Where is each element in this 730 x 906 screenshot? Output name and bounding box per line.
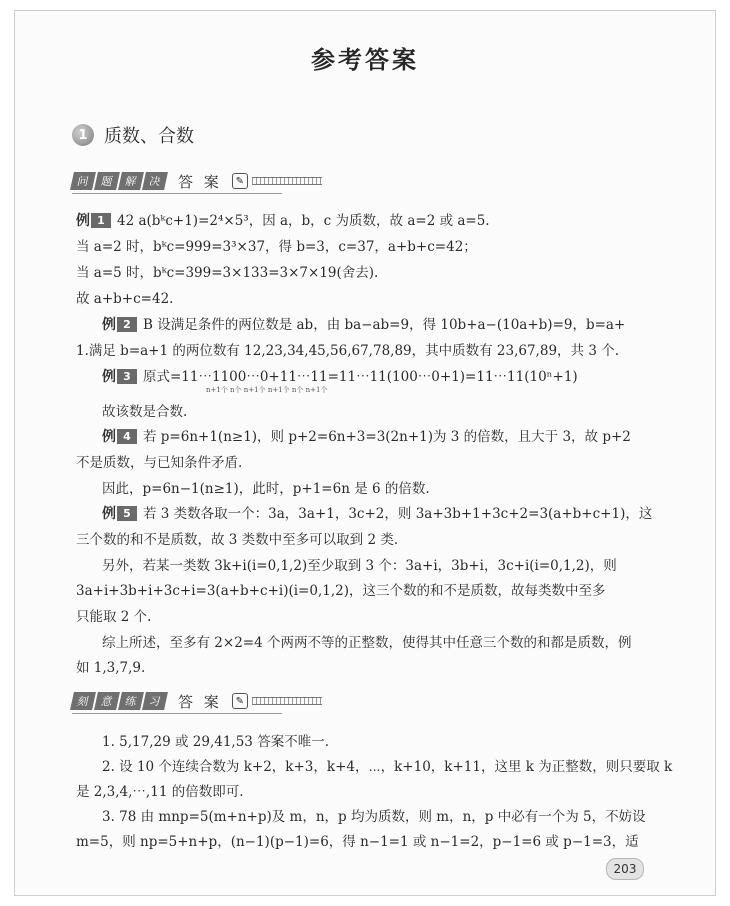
text-line: 若 p=6n+1(n≥1)，则 p+2=6n+3=3(2n+1)为 3 的倍数，且大于 3，故 p+2 (143, 429, 631, 445)
text-line: 若 3 类数各取一个：3a，3a+1，3c+2，则 3a+3b+1+3c+2=3(a+b+c+1)，这 (143, 506, 653, 522)
banner-tile: 习 (142, 692, 168, 710)
text-line: 因此，p=6n−1(n≥1)，此时，p+1=6n 是 6 的倍数. (102, 481, 430, 497)
answer-banner-deliberate-practice (72, 690, 322, 712)
example-number-badge: 1 (91, 213, 111, 228)
banner-tile: 问 (70, 172, 96, 190)
text-line: 故 a+b+c=42. (76, 291, 174, 307)
example-label: 例 (102, 317, 116, 333)
answer-banner-problem-solving (72, 170, 322, 192)
example-number-badge: 2 (117, 317, 137, 332)
banner-tile: 刻 (70, 692, 96, 710)
pen-icon: ✎ (232, 173, 248, 189)
example-number-badge: 4 (117, 429, 137, 444)
text-line: 1.满足 b=a+1 的两位数有 12,23,34,45,56,67,78,89，其中质数有 23,67,89，共 3 个. (76, 343, 619, 359)
text-line: 2. 设 10 个连续合数为 k+2，k+3，k+4，⋯，k+10，k+11，这里 k 为正整数，则只要取 k (102, 759, 673, 775)
banner-underline (72, 713, 282, 714)
text-line: 是 2,3,4,⋯,11 的倍数即可. (76, 784, 244, 800)
text-line: 3a+i+3b+i+3c+i=3(a+b+c+i)(i=0,1,2)，这三个数的和不是质数，故每类数中至多 (76, 583, 606, 599)
example-label: 例 (102, 429, 116, 445)
text-line: 如 1,3,7,9. (76, 660, 146, 676)
pen-icon: ✎ (232, 693, 248, 709)
banner-label: 答 案 (178, 692, 222, 711)
example-label: 例 (102, 506, 116, 522)
text-line: 三个数的和不是质数，故 3 类数中至多可以取到 2 类. (76, 532, 399, 548)
banner-underline (72, 193, 282, 194)
example-4-line (102, 428, 702, 446)
text-line: 只能取 2 个. (76, 609, 152, 625)
page-number: 203 (606, 858, 644, 880)
banner-tile: 决 (142, 172, 168, 190)
example-3-line (102, 368, 702, 386)
section-title: 质数、合数 (104, 126, 194, 147)
section-number-badge: 1 (72, 124, 94, 146)
example-number-badge: 5 (117, 506, 137, 521)
banner-label: 答 案 (178, 172, 222, 191)
banner-tile: 意 (94, 692, 120, 710)
text-line: 故该数是合数. (102, 404, 188, 420)
banner-rule (252, 697, 322, 705)
text-line: B 设满足条件的两位数是 ab，由 ba−ab=9，得 10b+a−(10a+b)=9，b=a+ (143, 317, 626, 333)
section-heading (72, 122, 194, 148)
banner-tile: 解 (118, 172, 144, 190)
page-title: 参考答案 (311, 46, 419, 74)
brace-subscript-labels: n+1个 n个 n+1个 n+1个 n个 n+1个 (206, 386, 328, 394)
banner-tile: 题 (94, 172, 120, 190)
example-2-line (102, 316, 702, 334)
text-line: 当 a=5 时，bᵏc=399=3×133=3×7×19(舍去). (76, 265, 379, 281)
example-label: 例 (102, 369, 116, 385)
text-line: 综上所述，至多有 2×2=4 个两两不等的正整数，使得其中任意三个数的和都是质数，例 (102, 635, 632, 651)
banner-rule (252, 177, 322, 185)
text-line: 原式=11⋯1100⋯0+11⋯11=11⋯11(100⋯0+1)=11⋯11(10ⁿ+1) (143, 369, 578, 385)
text-line: 不是质数，与已知条件矛盾. (76, 455, 243, 471)
text-line: 42 a(bᵏc+1)=2⁴×5³，因 a，b，c 为质数，故 a=2 或 a=5. (117, 213, 490, 229)
text-line: 1. 5,17,29 或 29,41,53 答案不唯一. (102, 734, 329, 750)
example-number-badge: 3 (117, 369, 137, 384)
banner-tile: 练 (118, 692, 144, 710)
example-label: 例 (76, 213, 90, 229)
example-1-line (76, 212, 676, 230)
text-line: 另外，若某一类数 3k+i(i=0,1,2)至少取到 3 个：3a+i，3b+i，3c+i(i=0,1,2)，则 (102, 558, 617, 574)
text-line: 3. 78 由 mnp=5(m+n+p)及 m，n，p 均为质数，则 m，n，p 中必有一个为 5，不妨设 (102, 809, 646, 825)
text-line: 当 a=2 时，bᵏc=999=3³×37，得 b=3，c=37，a+b+c=42； (76, 239, 477, 255)
text-line: m=5，则 np=5+n+p，(n−1)(p−1)=6，得 n−1=1 或 n−1=2，p−1=6 或 p−1=3，适 (76, 834, 639, 850)
example-5-line (102, 505, 702, 523)
